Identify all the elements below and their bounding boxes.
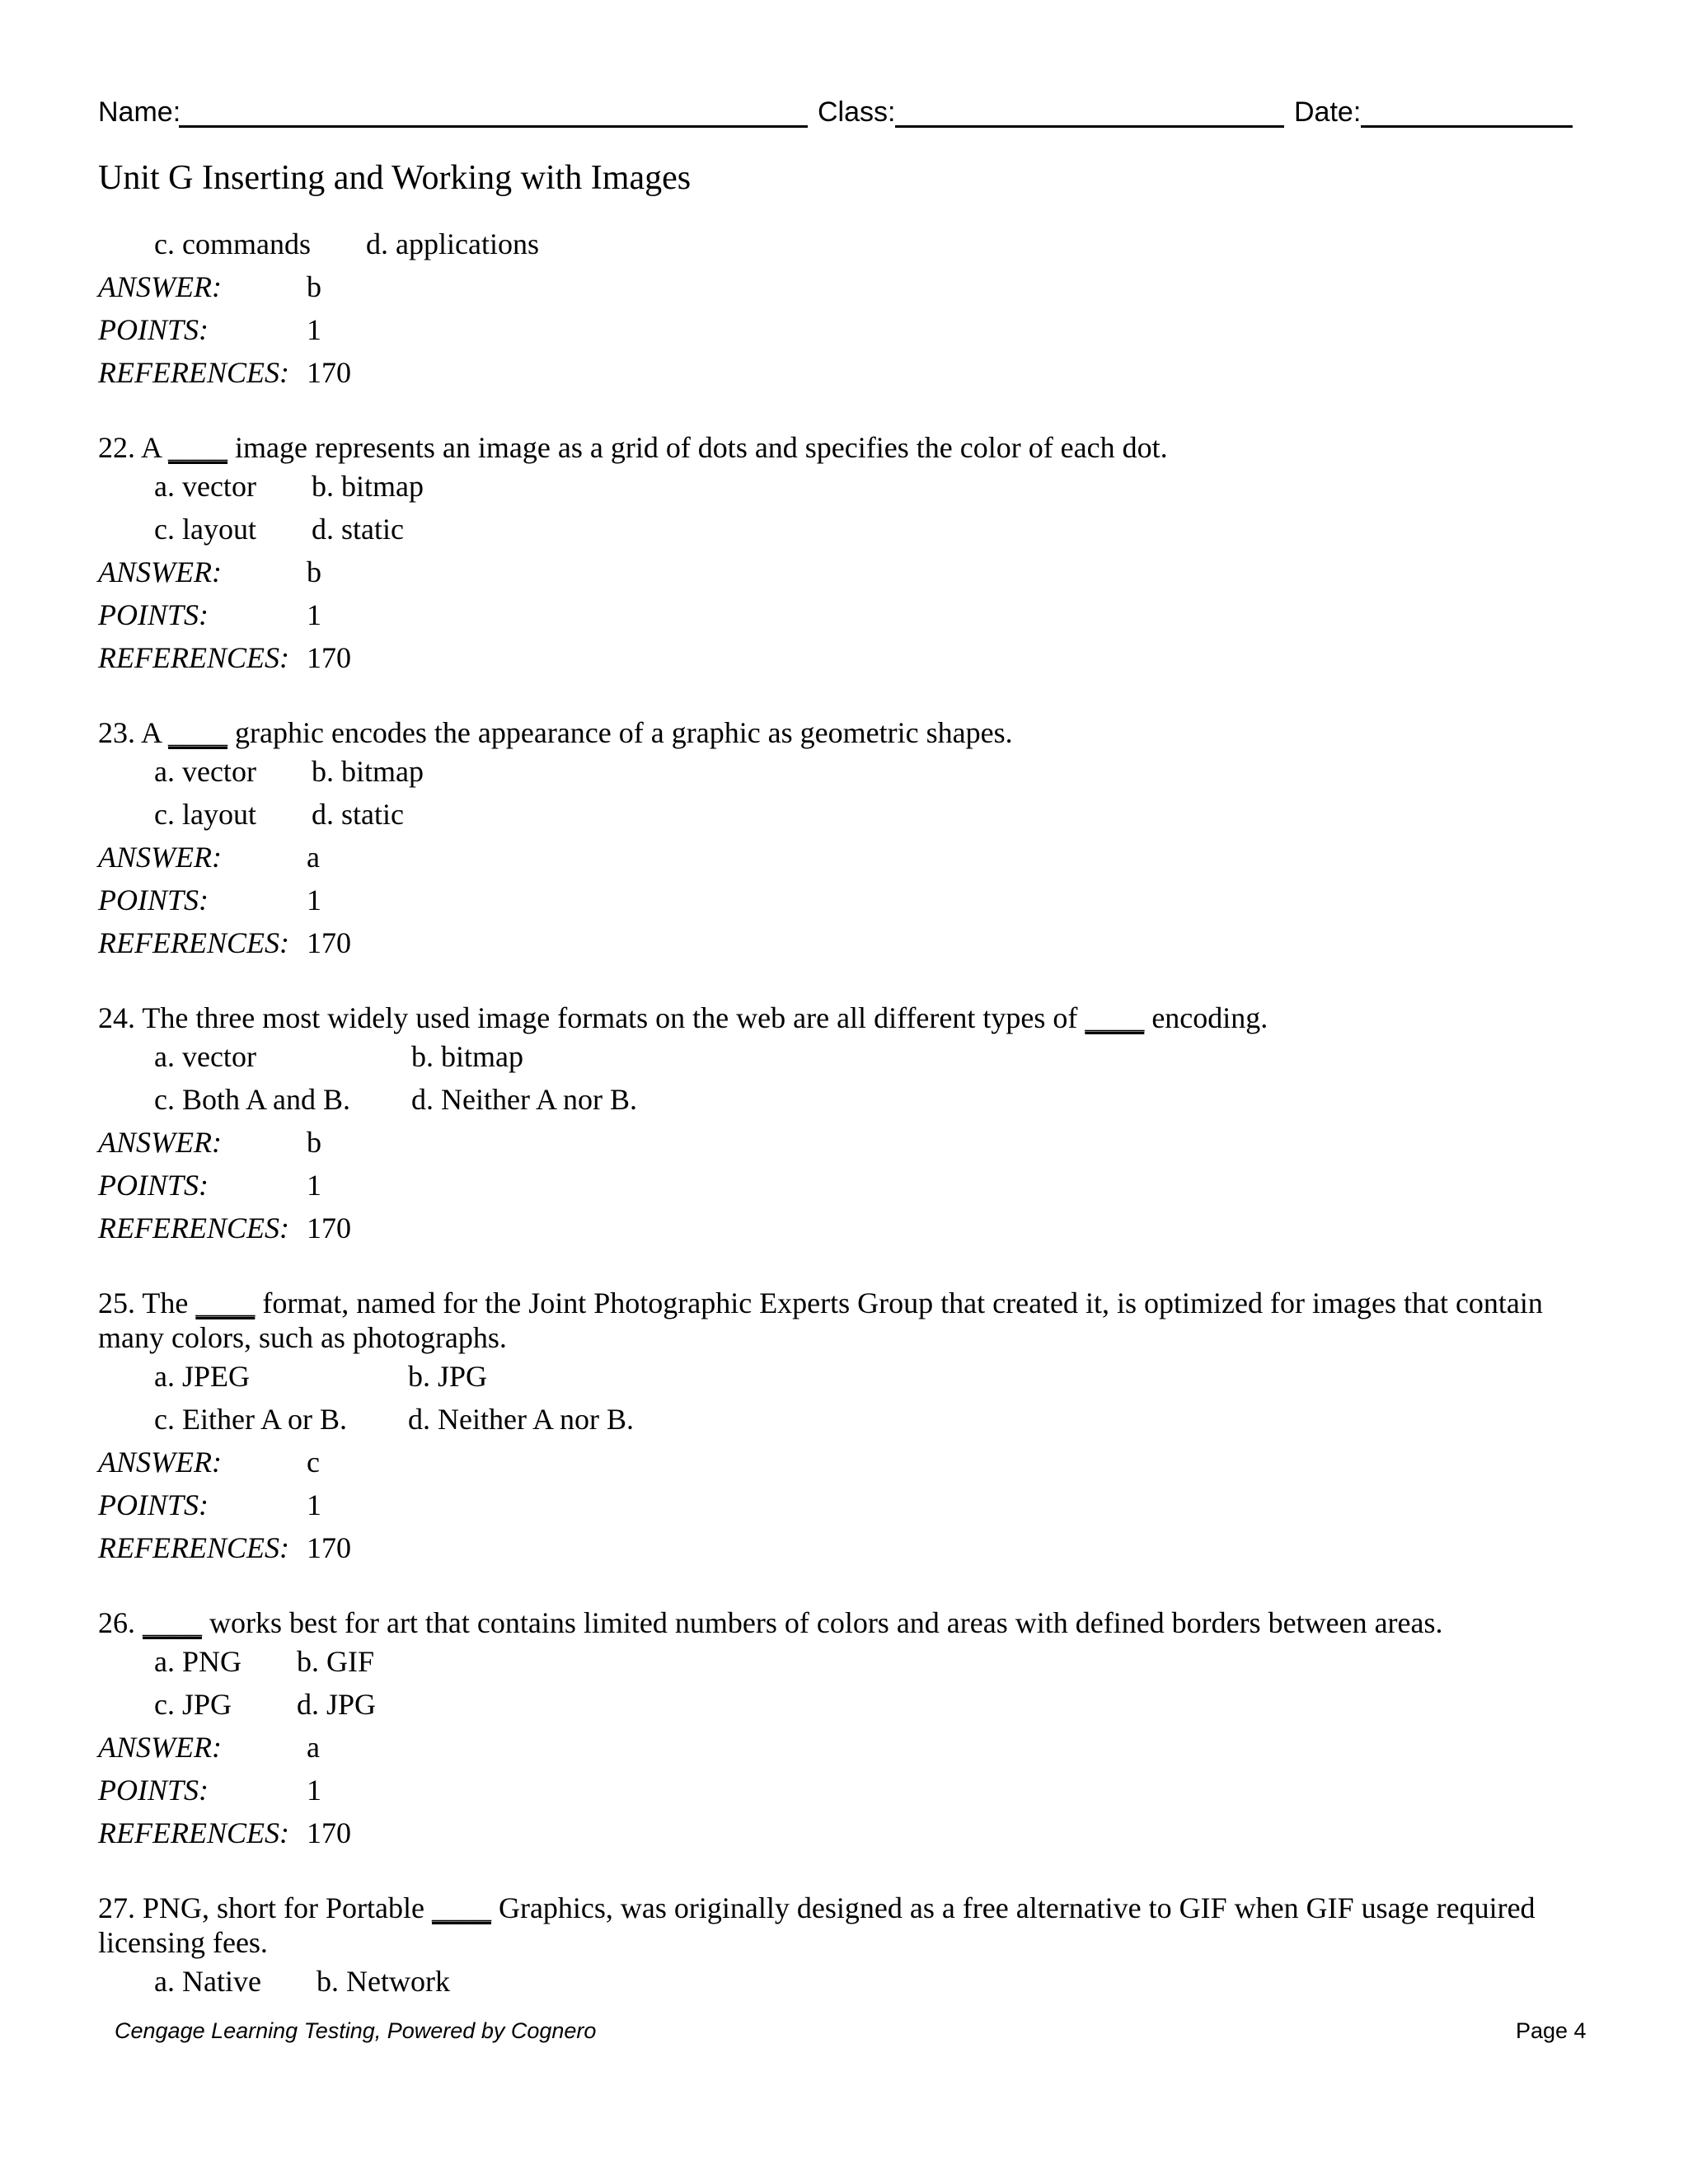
references-value: 170: [307, 1816, 351, 1849]
option-a: a. JPEG: [154, 1360, 250, 1393]
name-label: Name:: [98, 96, 181, 128]
points-label: POINTS:: [98, 313, 209, 346]
answer-blank: ____: [431, 1891, 491, 1924]
question-stem: [98, 1605, 1443, 1641]
references-label: REFERENCES:: [98, 356, 289, 389]
stem-end: graphic encodes the appearance of a graphic as geometric shapes.: [227, 716, 1013, 749]
answer-value: b: [307, 270, 321, 303]
question-stem-line-2: licensing fees.: [98, 1926, 268, 1959]
answer-blank: ____: [168, 716, 228, 749]
stem-start: 26.: [98, 1606, 143, 1639]
references-label: REFERENCES:: [98, 926, 289, 959]
references-value: 170: [307, 1531, 351, 1564]
option-a: a. Native: [154, 1965, 261, 1998]
answer-value: b: [307, 555, 321, 588]
points-value: 1: [307, 883, 321, 916]
footer-credit: Cengage Learning Testing, Powered by Cognero: [115, 2018, 597, 2043]
points-value: 1: [307, 1488, 321, 1521]
references-value: 170: [307, 641, 351, 674]
stem-start: 23. A: [98, 716, 169, 749]
references-value: 170: [307, 356, 351, 389]
name-line: [179, 125, 808, 128]
references-label: REFERENCES:: [98, 1212, 289, 1244]
answer-label: ANSWER:: [98, 1731, 222, 1764]
references-value: 170: [307, 926, 351, 959]
option-d: d. static: [312, 513, 404, 546]
date-line: [1361, 125, 1573, 128]
answer-value: a: [307, 841, 320, 874]
option-b: b. JPG: [408, 1360, 488, 1393]
option-a: a. vector: [154, 1040, 256, 1073]
page-number: Page 4: [1516, 2018, 1587, 2043]
points-value: 1: [307, 313, 321, 346]
answer-label: ANSWER:: [98, 841, 222, 874]
answer-blank: ____: [143, 1606, 202, 1639]
option-d: d. Neither A nor B.: [411, 1083, 637, 1116]
option-a: a. PNG: [154, 1645, 241, 1678]
option-c: c. Both A and B.: [154, 1083, 351, 1116]
option-c: c. layout: [154, 798, 256, 831]
answer-value: a: [307, 1731, 320, 1764]
option-a: a. vector: [154, 470, 256, 503]
option-c: c. commands: [154, 227, 311, 260]
option-c: c. Either A or B.: [154, 1403, 347, 1436]
option-c: c. layout: [154, 513, 256, 546]
question-stem: [98, 1285, 1543, 1321]
points-label: POINTS:: [98, 1169, 209, 1202]
points-label: POINTS:: [98, 1488, 209, 1521]
answer-label: ANSWER:: [98, 1446, 222, 1479]
answer-blank: ____: [1085, 1001, 1145, 1034]
option-b: b. Network: [316, 1965, 450, 1998]
points-label: POINTS:: [98, 1774, 209, 1807]
answer-label: ANSWER:: [98, 270, 222, 303]
option-c: c. JPG: [154, 1688, 232, 1721]
references-value: 170: [307, 1212, 351, 1244]
answer-blank: ____: [168, 431, 228, 464]
option-d: d. Neither A nor B.: [408, 1403, 634, 1436]
question-stem: [98, 429, 1168, 466]
option-b: b. GIF: [297, 1645, 375, 1678]
class-label: Class:: [818, 96, 896, 128]
references-label: REFERENCES:: [98, 1531, 289, 1564]
points-label: POINTS:: [98, 598, 209, 631]
answer-blank: ____: [195, 1286, 256, 1319]
stem-end: Graphics, was originally designed as a free alternative to GIF when GIF usage required: [490, 1891, 1536, 1924]
option-d: d. applications: [366, 227, 539, 260]
option-b: b. bitmap: [312, 470, 424, 503]
points-value: 1: [307, 1774, 321, 1807]
question-stem-line-2: many colors, such as photographs.: [98, 1321, 507, 1354]
references-label: REFERENCES:: [98, 1816, 289, 1849]
option-b: b. bitmap: [312, 755, 424, 788]
stem-end: encoding.: [1144, 1001, 1268, 1034]
answer-label: ANSWER:: [98, 555, 222, 588]
question-stem: [98, 715, 1013, 751]
stem-start: 25. The: [98, 1286, 196, 1319]
stem-end: works best for art that contains limited numbers of colors and areas with defined borders between areas.: [202, 1606, 1443, 1639]
points-label: POINTS:: [98, 883, 209, 916]
option-b: b. bitmap: [411, 1040, 523, 1073]
option-d: d. JPG: [297, 1688, 377, 1721]
stem-start: 22. A: [98, 431, 169, 464]
date-label: Date:: [1294, 96, 1362, 128]
option-a: a. vector: [154, 755, 256, 788]
points-value: 1: [307, 1169, 321, 1202]
stem-end: format, named for the Joint Photographic Experts Group that created it, is optimized for images that contain: [255, 1286, 1543, 1319]
stem-start: 27. PNG, short for Portable: [98, 1891, 432, 1924]
answer-value: c: [307, 1446, 320, 1479]
answer-label: ANSWER:: [98, 1126, 222, 1159]
references-label: REFERENCES:: [98, 641, 289, 674]
answer-value: b: [307, 1126, 321, 1159]
stem-end: image represents an image as a grid of dots and specifies the color of each dot.: [227, 431, 1168, 464]
points-value: 1: [307, 598, 321, 631]
option-d: d. static: [312, 798, 404, 831]
question-stem: [98, 1000, 1268, 1036]
question-stem: [98, 1890, 1536, 1926]
class-line: [895, 125, 1284, 128]
unit-title: Unit G Inserting and Working with Images: [98, 159, 692, 197]
stem-start: 24. The three most widely used image formats on the web are all different types of: [98, 1001, 1085, 1034]
